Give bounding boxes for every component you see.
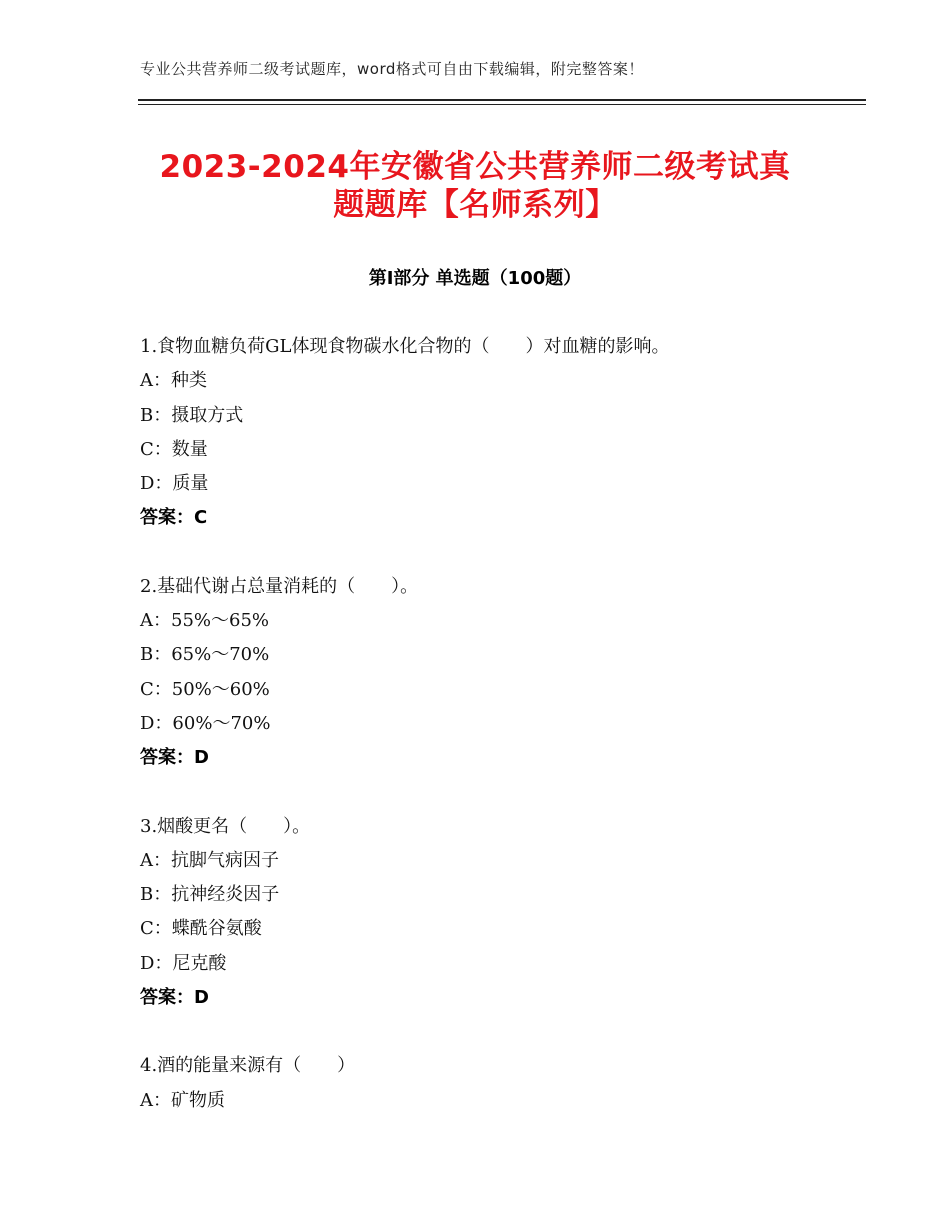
option-a: A：抗脚气病因子 (140, 849, 279, 871)
document-title-line-1: 2023-2024年安徽省公共营养师二级考试真 (159, 149, 791, 185)
question-item (140, 1049, 860, 1118)
option-c: C：数量 (140, 438, 208, 460)
document-title (120, 148, 830, 224)
question-item (140, 570, 860, 776)
question-spacer (140, 776, 860, 810)
document-title-line-2: 题题库【名师系列】 (333, 187, 617, 223)
section-title: 第Ⅰ部分 单选题（100题） (368, 268, 582, 289)
option-b: B：抗神经炎因子 (140, 884, 280, 906)
option-c: C：50%～60% (140, 678, 270, 700)
question-item (140, 810, 860, 1016)
option-b: B：65%～70% (140, 644, 270, 666)
header-divider-thin (138, 104, 866, 105)
option-d: D：60%～70% (140, 712, 271, 734)
option-b: B：摄取方式 (140, 404, 244, 426)
header-divider-thick (138, 99, 866, 101)
answer-label: 答案：D (140, 987, 209, 1009)
option-a: A：种类 (140, 370, 207, 392)
header-note: 专业公共营养师二级考试题库，word格式可自由下载编辑，附完整答案！ (140, 60, 644, 78)
question-stem: 3.烟酸更名（ ）。 (140, 815, 311, 837)
question-stem: 4.酒的能量来源有（ ） (140, 1055, 356, 1077)
question-stem: 1.食物血糖负荷GL体现食物碳水化合物的（ ）对血糖的影响。 (140, 336, 670, 357)
answer-label: 答案：D (140, 747, 209, 769)
question-stem: 2.基础代谢占总量消耗的（ ）。 (140, 575, 419, 597)
question-item (140, 330, 860, 536)
option-d: D：尼克酸 (140, 952, 227, 974)
option-a: A：55%～65% (140, 610, 270, 632)
option-c: C：蝶酰谷氨酸 (140, 918, 262, 940)
question-spacer (140, 1015, 860, 1049)
question-spacer (140, 536, 860, 570)
option-a: A：矿物质 (140, 1089, 225, 1111)
question-list (140, 330, 860, 1118)
option-d: D：质量 (140, 473, 209, 495)
answer-label: 答案：C (140, 507, 208, 529)
